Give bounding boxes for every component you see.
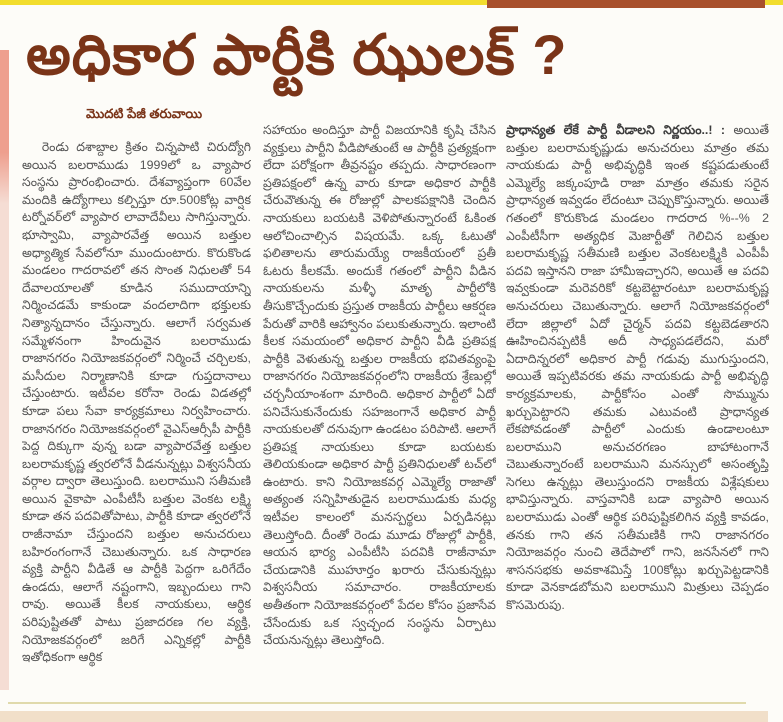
article-column-3 xyxy=(506,122,769,702)
article-column-1 xyxy=(22,139,251,702)
article-column-2 xyxy=(263,122,496,702)
bottom-rule xyxy=(8,702,746,704)
top-accent-red-bar xyxy=(487,0,765,8)
left-edge-accent-bar xyxy=(0,50,9,690)
column-2-text: సహాయం అందిస్తూ పార్టీ విజయానికి కృషి చేసిన వ్యక్తులు పార్టీని వీడిపోతుంటే ఆ పార్టీకి ప్రత్యక్షంగా లేదా పరోక్షంగా తీవ్రనష్టం తప్పదు. సాధారణంగా ప్రతిపక్షంలో ఉన్న వారు కూడా అధికార పార్టీకి చేరువౌతున్న ఈ రోజుల్లో పాలకపక్షానికి చెందిన నాయకులు బయటకి వెళిపోతున్నారంటే ఓకింత ఆలోచించాల్సిన విషయమే. ఒక్క ఓటుతో ఫలితాలను తారుమయ్యే రాజకీయంలో ప్రతీ ఓటరు కీలకమే. అందుకే గతంలో పార్టీని వీడిన నాయకులను మళ్ళీ మాతృ పార్టీలోకి తీసుకొచ్చేందుకు ప్రస్తుత రాజకీయ పార్టీలు ఆకర్షణ పేరుతో వారికి ఆహ్వానం పలుకుతున్నారు. ఇలాంటి కీలక సమయంలో అధికార పార్టీని వీడి ప్రతిపక్ష పార్టీకి వెళుతున్న బత్తుల రాజకీయ భవితవ్యంపై రాజానగరం నియోజకవర్గంలోని రాజకీయ శ్రేణుల్లో చర్చనీయాంశంగా మారింది. అధికార పార్టీలో ఏదో పనిచేసుకునేందుకు సహజంగానే అధికార పార్టీ నాయకులతో దనువుగా ఉండటం పరిపాటి. ఆలాగే ప్రతిపక్ష నాయకులు కూడా బయటకు తెలియకుండా అధికార పార్టీ ప్రతినిధులతో టచ్‌లో ఉంటారు. కాని నియోజకవర్గ ఎమ్మెల్యే రాజాతో అత్యంత సన్నిహితుడైన బలరాముడుకు మధ్య ఇటీవల కాలంలో మనస్పర్థలు ఏర్పడినట్లు తెలుస్తోంది. దీంతో రెండు మూడు రోజుల్లో పార్టీకి, ఆయన భార్య ఎంపీటీసి పదవికి రాజీనామా చేయడానికి ముహూర్తం ఖరారు చేసుకున్నట్లు విశ్వసనీయ సమాచారం. రాజకీయాలకు అతీతంగా నియోజకవర్గంలో పేదల కోసం ప్రజాసేవ చేసేందుకు ఒక స్వచ్ఛంద సంస్థను ఏర్పాటు చేయనున్నట్లు తెలుస్తోంది. xyxy=(263,123,496,648)
headline: అధికార పార్టీకి ఝులక్ ? xyxy=(26,23,568,86)
column-3-body: అయితే బత్తుల బలరామకృష్ణుడు అనుచరులు మాత్రం తమ నాయకుడు పార్టీ అభివృద్ధికి ఇంత కష్టపడుతుంటే ఎమ్మెల్యే జక్కంపూడి రాజా మాత్రం తమకు సరైన ప్రాధాన్యత ఇవ్వడం లేదంటూ చెప్పుకొస్తున్నారు. అయితే గతంలో కొరుకొండ మండలం గాదరాద %--% 2 ఎంపీటీసీగా అత్యధిక మెజార్టీతో గెలిచిన బత్తుల బలరామకృష్ణ సతీమణి బత్తుల వెంకటలక్ష్మికి ఎంపీపీ పదవి ఇస్తానని రాజా హామీఇచ్చారని, అయితే ఆ పదవి ఇవ్వకుండా మరెవరికో కట్టబెట్టారంటూ బలరామకృష్ణ అనుచరులు చెబుతున్నారు. ఆలాగే నియోజకవర్గంలో లేదా జిల్లాలో ఏదో చైర్మన్ పదవి కట్టబెడతారని ఊహించినప్పటికీ అదీ సాధ్యపడలేదని, మరో ఏదాదిన్నరలో అధికార పార్టీ గడువు ముగుస్తుందని, అయితే ఇప్పటివరకు తమ నాయకుడు పార్టీ అభివృద్ధి కార్యక్రమాలకు, పార్టీకోసం ఎంతో సొమ్మును ఖర్చుపెట్టారని తమకు ఎటువంటి ప్రాధాన్యత లేకపోవడంతో పార్టీలో ఎందుకు ఉండాలంటూ బలరాముని అనుచరగణం బాహాటంగానే చెబుతున్నారంటే బలరాముని మనస్సులో అసంతృప్తి సెగలు ఉన్నట్లు తెలుస్తుందని రాజకీయ విశ్లేషకులు భావిస్తున్నారు. వాస్తవానికి బడా వ్యాపారి అయిన బలరాముడు ఎంతో ఆర్థిక పరిపుష్టికలిగిన వ్యక్తి కావడం, తనకు గాని తన సతీమణికి గాని రాజానగరం నియోజవర్గం నుంచి తెదేపాలో గాని, జనసేనలో గాని శాసనసభకు అవకాశమిస్తే 100కోట్లు ఖర్చుపెట్టడానికి కూడా వెనకాడబోమని బలరాముని మిత్రులు చెప్పడం కొసమెరుపు. xyxy=(506,123,769,613)
continuation-note: మొదటి పేజీ తరువాయి xyxy=(86,106,203,121)
column-3-lead: ప్రాధాన్యత లేకే పార్టీ వీడాలని నిర్ణయం..! : xyxy=(506,123,726,137)
column-1-text: రెండు దశాబ్దాల క్రితం చిన్నపాటి చిరుద్యోగి అయిన బలరాముడు 1999లో ఒ వ్యాపార సంస్థను ప్రారంభించారు. దేశవ్యాప్తంగా 60వేల మందికి ఉద్యోగాలు కల్పిస్తూ రూ.500కోట్ల వార్షిక టర్నోవర్‌లో వ్యాపార లావాదేవీలు సాగిస్తున్నారు. భూస్వామి, వ్యాపారవేత్త అయిన బత్తుల అధ్యాత్మిక సేవలోనూ ముందుంటారు. కొరుకొండ మండలం గాదరావలో తన సొంత నిధులతో 54 దేవాలయాలతో కూడిన సముదాయాన్ని నిర్మించడమే కాకుండా వందలాదిగా భక్తులకు నిత్యాన్నదానం చేస్తున్నారు. ఆలాగే సర్వమత సమ్మేళనంగా హిందువైన బలరాముడు రాజానగరం నియోజకవర్గంలో నిర్మించే చర్చిలకు, మసీదుల నిర్మాణానికి కూడా గుప్తదానాలు చేస్తుంటారు. ఇటీవల కరోనా రెండు విడతల్లో కూడా పలు సేవా కార్యక్రమాలు నిర్వహించారు. రాజానగరం నియోజకవర్గంలో వైఎస్ఆర్సీపీ పార్టీకి పెద్ద దిక్కుగా వున్న బడా వ్యాపారవేత్త బత్తుల బలరామకృష్ణ త్వరలోనే వీడనున్నట్లు విశ్వసనీయ వర్గాల ద్వారా తెలుస్తుంది. బలరాముని సతీమణి అయిన వైకాపా ఎంపీటీసీ బత్తుల వెంకట లక్ష్మి కూడా తన పదవితోపాటు, పార్టీకి కూడా త్వరలోనే రాజీనామా చేస్తుందని బత్తుల అనుచరులు బహిరంగంగానే చెబుతున్నారు. ఒక సాధారణ వ్యక్తి పార్టీని వీడితే ఆ పార్టీకి పెద్దగా ఒరిగేదేం ఉండదు, ఆలాగే నష్టంగాని, ఇబ్బందులు గాని రావు. అయితే కీలక నాయకులు, ఆర్థిక పరిపుష్టితతో పాటు ప్రజాదరణ గల వ్యక్తి, నియోజకవర్గంలో జరిగే ఎన్నికల్లో పార్టీకి ఇతోధికంగా ఆర్థిక xyxy=(22,140,251,665)
column-3-text xyxy=(506,122,769,615)
bottom-edge-accent-bar xyxy=(0,711,768,722)
